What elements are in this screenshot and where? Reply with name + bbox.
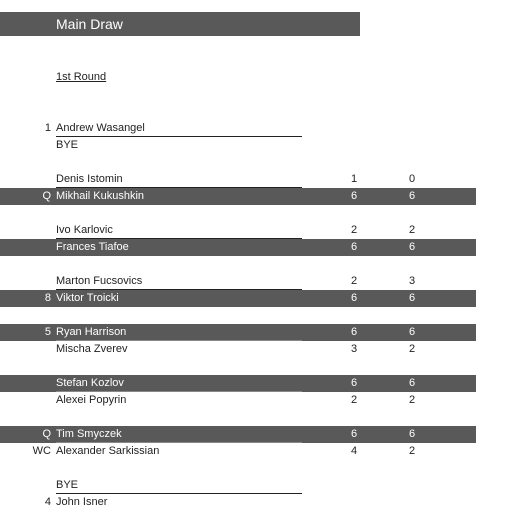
player-name: Ivo Karlovic [56, 224, 113, 236]
set-2-score: 6 [408, 326, 416, 338]
set-1-score: 1 [350, 173, 358, 185]
round-label: 1st Round [56, 71, 107, 83]
set-1-score: 2 [350, 275, 358, 287]
seed: 4 [44, 496, 51, 508]
set-2-score: 0 [408, 173, 416, 185]
seed: 8 [44, 292, 51, 304]
draw-row-winner [0, 188, 476, 205]
set-1-score: 6 [350, 428, 358, 440]
player-name: BYE [56, 139, 79, 151]
player-name: John Isner [56, 496, 108, 508]
set-2-score: 6 [408, 428, 416, 440]
player-name: Mischa Zverev [56, 343, 128, 355]
draw-row [0, 222, 476, 239]
set-2-score: 2 [408, 445, 416, 457]
player-name: Viktor Troicki [56, 292, 119, 304]
set-2-score: 2 [408, 343, 416, 355]
set-2-score: 6 [408, 377, 416, 389]
set-1-score: 4 [350, 445, 358, 457]
set-2-score: 2 [408, 394, 416, 406]
draw-row [0, 443, 476, 460]
set-1-score: 3 [350, 343, 358, 355]
draw-row [0, 392, 476, 409]
draw-row [0, 120, 476, 137]
player-name: Stefan Kozlov [56, 377, 124, 389]
set-1-score: 6 [350, 377, 358, 389]
set-2-score: 6 [408, 190, 416, 202]
draw-row-winner [0, 426, 476, 443]
draw-row [0, 494, 476, 511]
set-2-score: 3 [408, 275, 416, 287]
player-name: Alexander Sarkissian [56, 445, 160, 457]
player-name: Ryan Harrison [56, 326, 127, 338]
seed: Q [42, 428, 51, 440]
set-1-score: 6 [350, 326, 358, 338]
draw-row [0, 137, 476, 154]
draw-row-winner [0, 324, 476, 341]
set-1-score: 2 [350, 224, 358, 236]
seed: WC [32, 445, 51, 457]
seed: 5 [44, 326, 51, 338]
player-name: Denis Istomin [56, 173, 123, 185]
player-name: Tim Smyczek [56, 428, 122, 440]
player-name: Marton Fucsovics [56, 275, 143, 287]
draw-row [0, 273, 476, 290]
set-1-score: 6 [350, 292, 358, 304]
player-name: BYE [56, 479, 79, 491]
seed: Q [42, 190, 51, 202]
draw-row [0, 171, 476, 188]
set-2-score: 2 [408, 224, 416, 236]
player-name: Andrew Wasangel [56, 122, 145, 134]
player-name: Mikhail Kukushkin [56, 190, 145, 202]
title-bar [0, 12, 360, 36]
player-name: Alexei Popyrin [56, 394, 127, 406]
page-title: Main Draw [56, 16, 123, 32]
set-2-score: 6 [408, 241, 416, 253]
set-1-score: 2 [350, 394, 358, 406]
player-name: Frances Tiafoe [56, 241, 129, 253]
draw-row-winner [0, 290, 476, 307]
set-1-score: 6 [350, 190, 358, 202]
draw-row [0, 477, 476, 494]
draw-row-winner [0, 239, 476, 256]
seed: 1 [44, 122, 51, 134]
draw-row [0, 341, 476, 358]
set-2-score: 6 [408, 292, 416, 304]
set-1-score: 6 [350, 241, 358, 253]
draw-row-winner [0, 375, 476, 392]
